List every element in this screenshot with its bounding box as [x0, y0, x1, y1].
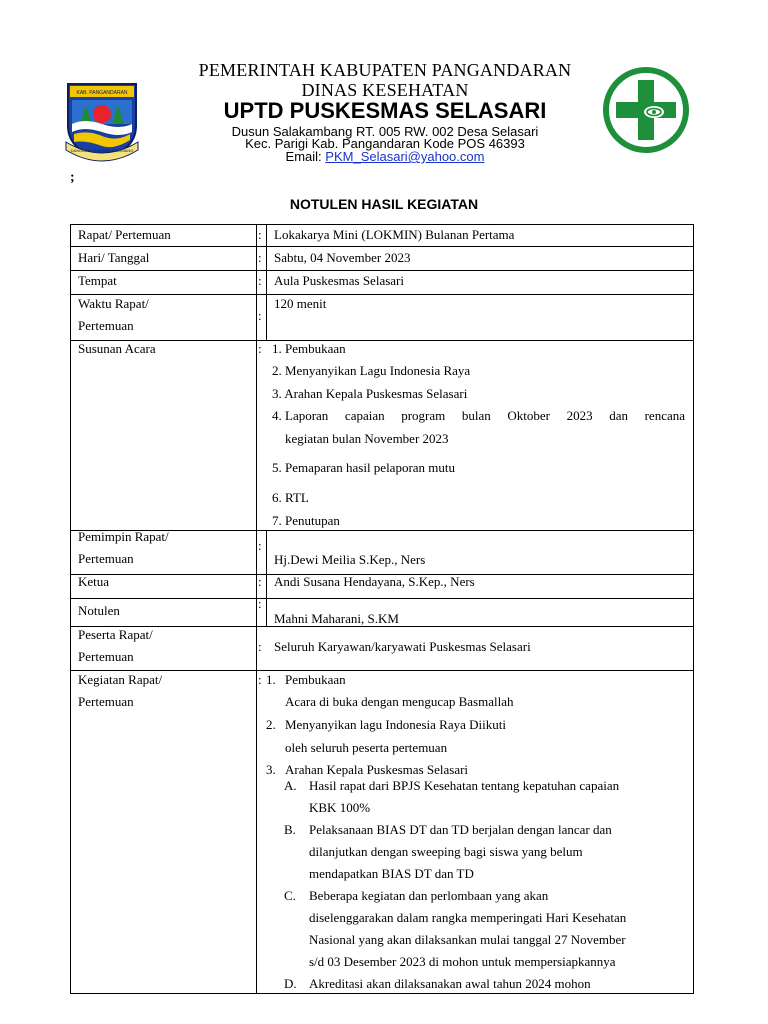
sub-item-text: Nasional yang akan dilaksankan mulai tanggal 27 November	[309, 932, 626, 947]
colon: :	[258, 308, 262, 323]
colon: :	[258, 672, 262, 687]
hari-label: Hari/ Tanggal	[78, 250, 150, 265]
sub-item-text: Akreditasi akan dilaksanakan awal tahun 2024 mohon	[309, 976, 591, 991]
svg-text:KAB. PANGANDARAN: KAB. PANGANDARAN	[76, 90, 128, 96]
hari-value: Sabtu, 04 November 2023	[274, 250, 411, 265]
item-number: 3.	[266, 762, 276, 777]
pemimpin-label-2: Pertemuan	[78, 551, 134, 566]
colon: :	[258, 596, 262, 611]
header-address-1: Dusun Salakambang RT. 005 RW. 002 Desa Selasari	[231, 124, 539, 139]
tempat-label: Tempat	[78, 273, 117, 288]
sub-item-letter: A.	[284, 778, 297, 793]
item-title: Pembukaan	[285, 672, 346, 687]
sub-item-letter: C.	[284, 888, 296, 903]
sub-item-text: KBK 100%	[309, 800, 371, 815]
agenda-item: 2. Menyanyikan Lagu Indonesia Raya	[272, 363, 471, 378]
agenda-item: Laporan capaian program bulan Oktober 2023 dan rencana	[285, 408, 685, 423]
colon: :	[258, 250, 262, 265]
sub-item-text: Pelaksanaan BIAS DT dan TD berjalan dengan lancar dan	[309, 822, 612, 837]
email-label: Email:	[285, 149, 322, 164]
susunan-label: Susunan Acara	[78, 341, 156, 356]
notulen-value: Mahni Maharani, S.KM	[274, 611, 399, 626]
rapat-value: Lokakarya Mini (LOKMIN) Bulanan Pertama	[274, 227, 515, 242]
item-title: Menyanyikan lagu Indonesia Raya Diikuti	[285, 717, 506, 732]
stray-marker: ;	[70, 170, 75, 185]
waktu-label-1: Waktu Rapat/	[78, 296, 149, 311]
sub-item-text: diselenggarakan dalam rangka memperingati Hari Kesehatan	[309, 910, 627, 925]
agenda-item: 5. Pemaparan hasil pelaporan mutu	[272, 460, 456, 475]
colon: :	[258, 538, 262, 553]
sub-item-text: s/d 03 Desember 2023 di mohon untuk mempersiapkannya	[309, 954, 616, 969]
item-detail: oleh seluruh peserta pertemuan	[285, 740, 448, 755]
colon: :	[258, 273, 262, 288]
peserta-label-1: Peserta Rapat/	[78, 627, 153, 642]
puskesmas-logo-icon	[602, 66, 690, 154]
rapat-label: Rapat/ Pertemuan	[78, 227, 171, 242]
sub-item-text: Beberapa kegiatan dan perlombaan yang akan	[309, 888, 549, 903]
agenda-item: 6. RTL	[272, 490, 309, 505]
svg-text:DANGIANG GANGGA MAKIMANG: DANGIANG GANGGA MAKIMANG	[70, 148, 134, 153]
notulen-label: Notulen	[78, 603, 120, 618]
agenda-item: 7. Penutupan	[272, 513, 340, 528]
ketua-value: Andi Susana Hendayana, S.Kep., Ners	[274, 574, 475, 589]
sub-item-text: mendapatkan BIAS DT dan TD	[309, 866, 474, 881]
item-title: Arahan Kepala Puskesmas Selasari	[285, 762, 469, 777]
sub-item-text: Hasil rapat dari BPJS Kesehatan tentang kepatuhan capaian	[309, 778, 620, 793]
agenda-item-number: 4.	[272, 408, 282, 423]
tempat-value: Aula Puskesmas Selasari	[274, 273, 404, 288]
header-institution: UPTD PUSKESMAS SELASARI	[223, 98, 547, 123]
email-link[interactable]: PKM_Selasari@yahoo.com	[325, 149, 485, 164]
colon: :	[258, 227, 262, 242]
colon: :	[258, 574, 262, 589]
colon: :	[258, 341, 262, 356]
header-government: PEMERINTAH KABUPATEN PANGANDARAN	[198, 60, 572, 80]
minutes-table	[70, 224, 694, 994]
document-title: NOTULEN HASIL KEGIATAN	[289, 196, 479, 212]
kegiatan-label-2: Pertemuan	[78, 694, 134, 709]
colon: :	[258, 639, 262, 654]
peserta-value: Seluruh Karyawan/karyawati Puskesmas Selasari	[274, 639, 531, 654]
header-address-2: Kec. Parigi Kab. Pangandaran Kode POS 46393	[245, 136, 525, 151]
header-email-line	[150, 149, 620, 164]
waktu-label-2: Pertemuan	[78, 318, 134, 333]
peserta-label-2: Pertemuan	[78, 649, 134, 664]
header-department: DINAS KESEHATAN	[301, 80, 469, 100]
sub-item-letter: D.	[284, 976, 297, 991]
ketua-label: Ketua	[78, 574, 110, 589]
agenda-item-cont: kegiatan bulan November 2023	[285, 431, 449, 446]
agenda-item: 1. Pembukaan	[272, 341, 346, 356]
item-detail: Acara di buka dengan mengucap Basmallah	[285, 694, 514, 709]
pemimpin-value: Hj.Dewi Meilia S.Kep., Ners	[274, 552, 426, 567]
item-number: 2.	[266, 717, 276, 732]
pangandaran-emblem-icon	[64, 80, 140, 162]
waktu-value: 120 menit	[274, 296, 327, 311]
pemimpin-label-1: Pemimpin Rapat/	[78, 529, 169, 544]
item-number: 1.	[266, 672, 276, 687]
sub-item-text: dilanjutkan dengan sweeping bagi siswa yang belum	[309, 844, 583, 859]
kegiatan-label-1: Kegiatan Rapat/	[78, 672, 163, 687]
sub-item-letter: B.	[284, 822, 296, 837]
agenda-item: 3. Arahan Kepala Puskesmas Selasari	[272, 386, 468, 401]
